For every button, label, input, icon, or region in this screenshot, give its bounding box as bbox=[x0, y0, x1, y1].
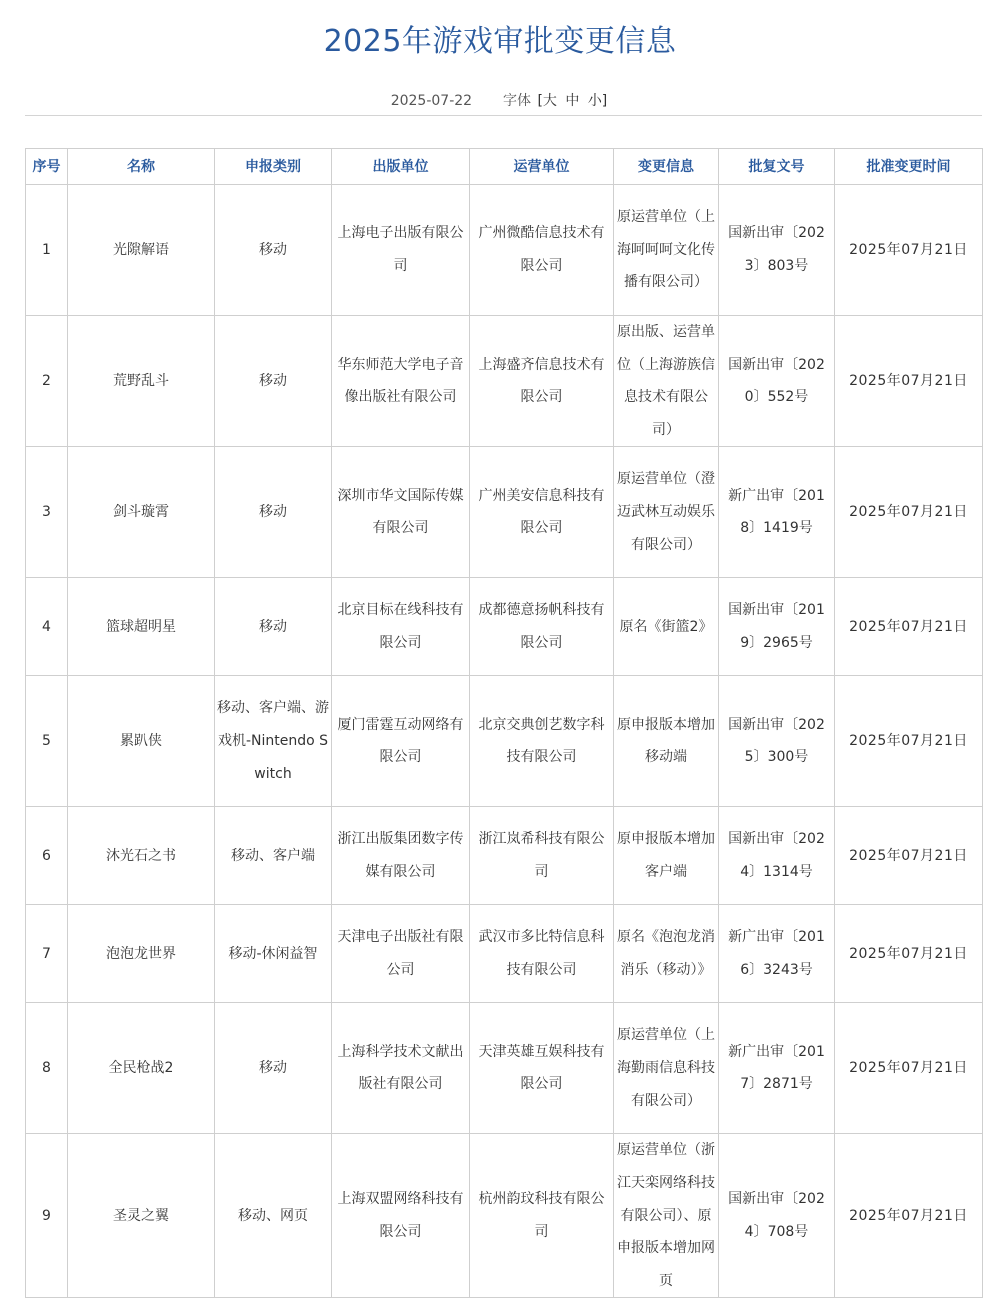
cell-name: 光隙解语 bbox=[68, 185, 215, 316]
header-change: 变更信息 bbox=[614, 149, 719, 185]
font-size-large[interactable]: [大 bbox=[537, 93, 557, 109]
cell-name: 剑斗璇霄 bbox=[68, 447, 215, 578]
cell-category: 移动 bbox=[215, 447, 332, 578]
table-row bbox=[26, 1134, 983, 1298]
cell-no: 8 bbox=[26, 1003, 68, 1134]
cell-change: 原运营单位（澄迈武林互动娱乐有限公司） bbox=[614, 447, 719, 578]
cell-change: 原出版、运营单位（上海游族信息技术有限公司） bbox=[614, 316, 719, 447]
cell-time: 2025年07月21日 bbox=[835, 905, 983, 1003]
cell-category: 移动 bbox=[215, 578, 332, 676]
font-size-label: 字体 bbox=[502, 93, 531, 109]
cell-approval: 国新出审〔2020〕552号 bbox=[719, 316, 835, 447]
cell-category: 移动 bbox=[215, 185, 332, 316]
table-row bbox=[26, 1003, 983, 1134]
cell-category: 移动-休闲益智 bbox=[215, 905, 332, 1003]
cell-time: 2025年07月21日 bbox=[835, 1134, 983, 1298]
cell-no: 5 bbox=[26, 676, 68, 807]
cell-change: 原申报版本增加客户端 bbox=[614, 807, 719, 905]
cell-no: 9 bbox=[26, 1134, 68, 1298]
cell-name: 圣灵之翼 bbox=[68, 1134, 215, 1298]
page-title: 2025年游戏审批变更信息 bbox=[323, 24, 677, 59]
cell-publisher: 上海电子出版有限公司 bbox=[332, 185, 470, 316]
cell-publisher: 厦门雷霆互动网络有限公司 bbox=[332, 676, 470, 807]
publish-date: 2025-07-22 bbox=[390, 93, 473, 109]
cell-time: 2025年07月21日 bbox=[835, 1003, 983, 1134]
cell-operator: 成都德意扬帆科技有限公司 bbox=[470, 578, 614, 676]
cell-change: 原名《泡泡龙消消乐（移动）》 bbox=[614, 905, 719, 1003]
cell-time: 2025年07月21日 bbox=[835, 676, 983, 807]
cell-category: 移动、网页 bbox=[215, 1134, 332, 1298]
table-row bbox=[26, 676, 983, 807]
cell-category: 移动 bbox=[215, 316, 332, 447]
header-name: 名称 bbox=[68, 149, 215, 185]
cell-no: 6 bbox=[26, 807, 68, 905]
cell-no: 1 bbox=[26, 185, 68, 316]
cell-name: 泡泡龙世界 bbox=[68, 905, 215, 1003]
cell-no: 7 bbox=[26, 905, 68, 1003]
table-row bbox=[26, 447, 983, 578]
cell-no: 4 bbox=[26, 578, 68, 676]
cell-name: 篮球超明星 bbox=[68, 578, 215, 676]
cell-change: 原运营单位（上海勤雨信息科技有限公司） bbox=[614, 1003, 719, 1134]
article-meta bbox=[0, 90, 1000, 110]
cell-name: 全民枪战2 bbox=[68, 1003, 215, 1134]
cell-operator: 广州微酷信息技术有限公司 bbox=[470, 185, 614, 316]
cell-category: 移动、客户端 bbox=[215, 807, 332, 905]
cell-publisher: 浙江出版集团数字传媒有限公司 bbox=[332, 807, 470, 905]
cell-publisher: 上海科学技术文献出版社有限公司 bbox=[332, 1003, 470, 1134]
cell-name: 荒野乱斗 bbox=[68, 316, 215, 447]
cell-change: 原申报版本增加移动端 bbox=[614, 676, 719, 807]
header-approval: 批复文号 bbox=[719, 149, 835, 185]
cell-publisher: 上海双盟网络科技有限公司 bbox=[332, 1134, 470, 1298]
cell-operator: 广州美安信息科技有限公司 bbox=[470, 447, 614, 578]
cell-operator: 杭州韵玟科技有限公司 bbox=[470, 1134, 614, 1298]
cell-no: 2 bbox=[26, 316, 68, 447]
header-category: 申报类别 bbox=[215, 149, 332, 185]
cell-approval: 新广出审〔2018〕1419号 bbox=[719, 447, 835, 578]
cell-approval: 国新出审〔2019〕2965号 bbox=[719, 578, 835, 676]
table-row bbox=[26, 905, 983, 1003]
cell-approval: 国新出审〔2024〕708号 bbox=[719, 1134, 835, 1298]
cell-change: 原名《街篮2》 bbox=[614, 578, 719, 676]
cell-time: 2025年07月21日 bbox=[835, 447, 983, 578]
header-operator: 运营单位 bbox=[470, 149, 614, 185]
cell-operator: 上海盛齐信息技术有限公司 bbox=[470, 316, 614, 447]
cell-approval: 新广出审〔2017〕2871号 bbox=[719, 1003, 835, 1134]
cell-approval: 国新出审〔2024〕1314号 bbox=[719, 807, 835, 905]
cell-category: 移动、客户端、游戏机-Nintendo Switch bbox=[215, 676, 332, 807]
header-divider bbox=[25, 115, 982, 116]
cell-approval: 国新出审〔2023〕803号 bbox=[719, 185, 835, 316]
header-publisher: 出版单位 bbox=[332, 149, 470, 185]
cell-operator: 浙江岚希科技有限公司 bbox=[470, 807, 614, 905]
cell-change: 原运营单位（上海呵呵呵文化传播有限公司） bbox=[614, 185, 719, 316]
cell-publisher: 深圳市华文国际传媒有限公司 bbox=[332, 447, 470, 578]
cell-approval: 新广出审〔2016〕3243号 bbox=[719, 905, 835, 1003]
cell-category: 移动 bbox=[215, 1003, 332, 1134]
cell-approval: 国新出审〔2025〕300号 bbox=[719, 676, 835, 807]
cell-name: 沐光石之书 bbox=[68, 807, 215, 905]
cell-time: 2025年07月21日 bbox=[835, 316, 983, 447]
cell-publisher: 华东师范大学电子音像出版社有限公司 bbox=[332, 316, 470, 447]
table-row bbox=[26, 316, 983, 447]
header-time: 批准变更时间 bbox=[835, 149, 983, 185]
table-row bbox=[26, 807, 983, 905]
cell-name: 累趴侠 bbox=[68, 676, 215, 807]
cell-time: 2025年07月21日 bbox=[835, 578, 983, 676]
cell-change: 原运营单位（浙江天栾网络科技有限公司）、原申报版本增加网页 bbox=[614, 1134, 719, 1298]
cell-operator: 武汉市多比特信息科技有限公司 bbox=[470, 905, 614, 1003]
approval-table bbox=[25, 148, 983, 1298]
cell-publisher: 天津电子出版社有限公司 bbox=[332, 905, 470, 1003]
header-no: 序号 bbox=[26, 149, 68, 185]
font-size-small[interactable]: 小] bbox=[587, 93, 608, 109]
table-row bbox=[26, 185, 983, 316]
font-size-medium[interactable]: 中 bbox=[565, 93, 580, 109]
table-row bbox=[26, 578, 983, 676]
cell-operator: 天津英雄互娱科技有限公司 bbox=[470, 1003, 614, 1134]
cell-publisher: 北京目标在线科技有限公司 bbox=[332, 578, 470, 676]
cell-operator: 北京交典创艺数字科技有限公司 bbox=[470, 676, 614, 807]
cell-time: 2025年07月21日 bbox=[835, 185, 983, 316]
cell-time: 2025年07月21日 bbox=[835, 807, 983, 905]
cell-no: 3 bbox=[26, 447, 68, 578]
table-header-row bbox=[26, 149, 983, 185]
